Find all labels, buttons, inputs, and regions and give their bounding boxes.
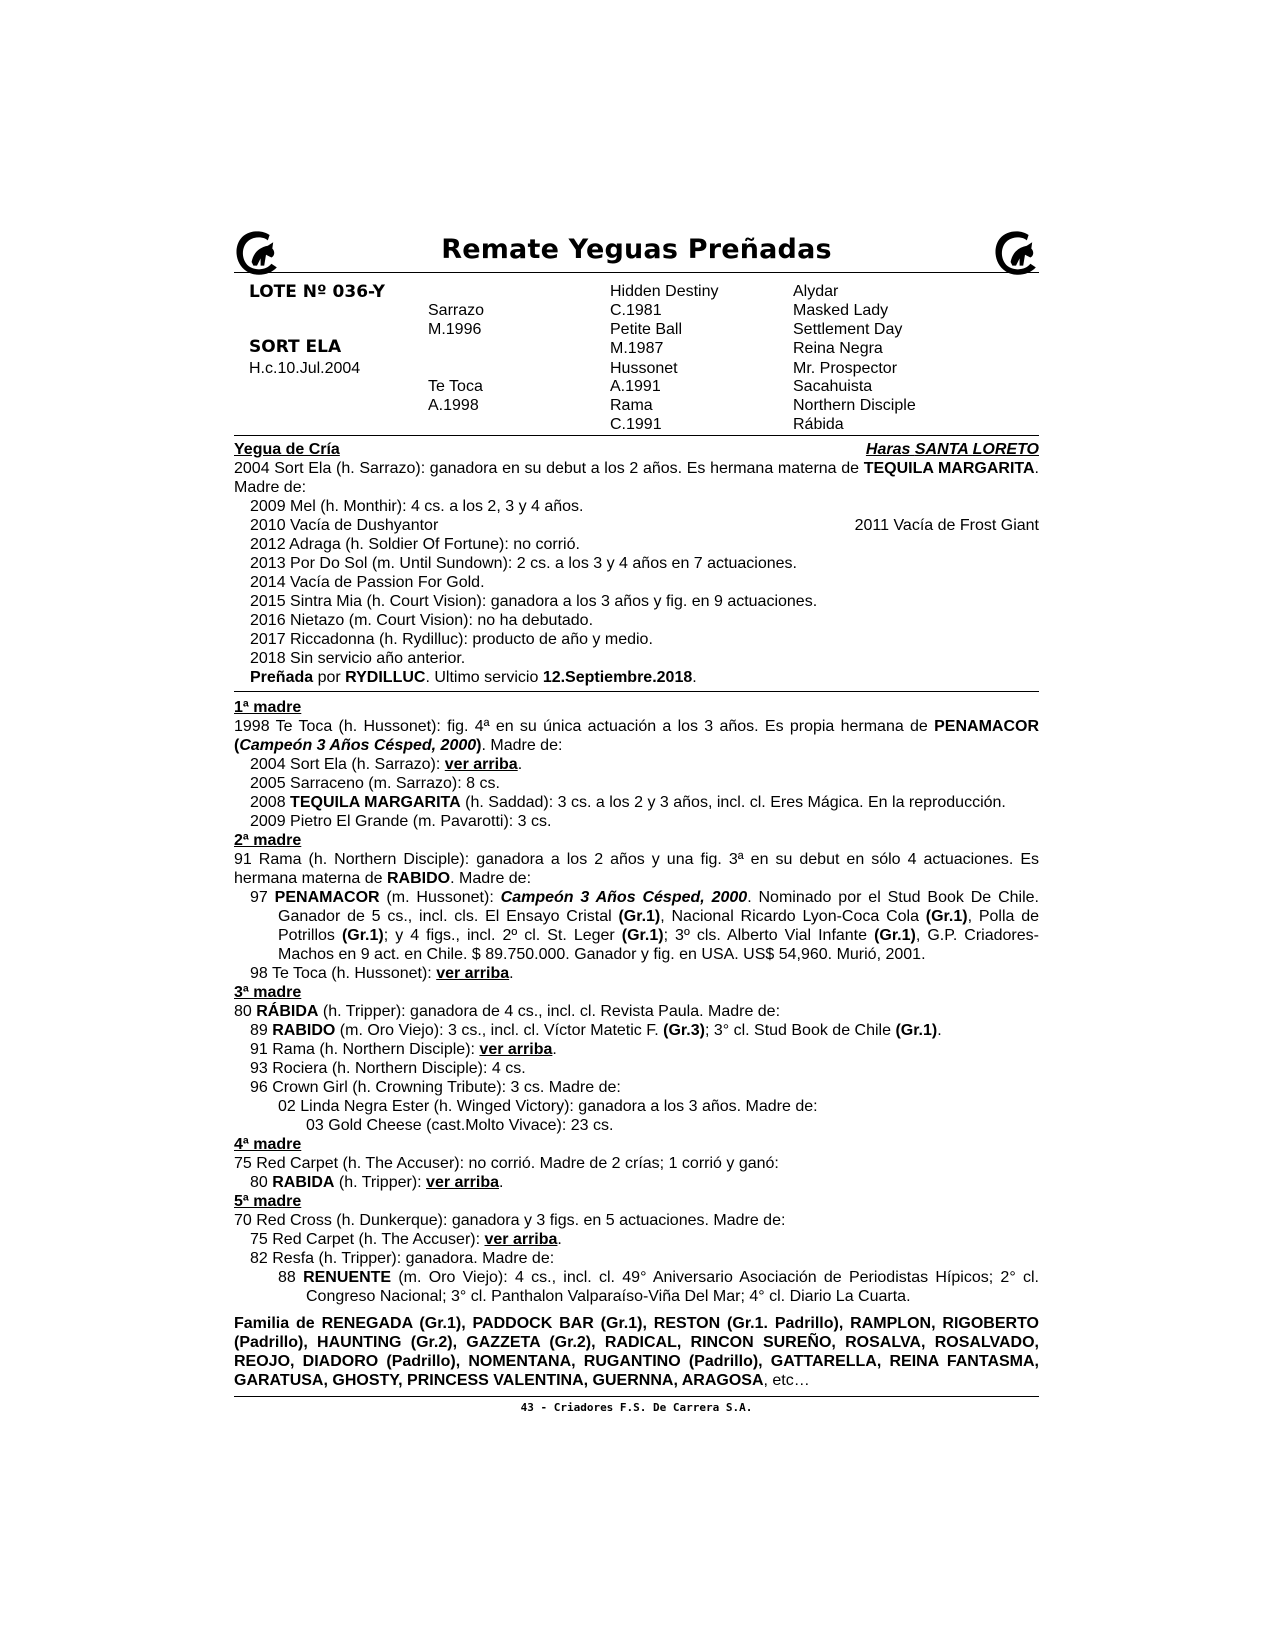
grandparent-year: C.1981 [610,302,662,319]
ver-arriba-link[interactable]: ver arriba [436,965,510,982]
section-heading: 5ª madre [234,1193,302,1210]
list-item: 2018 Sin servicio año anterior. [250,650,466,667]
list-item: 2015 Sintra Mia (h. Court Vision): ganadora a los 3 años y fig. en 9 actuaciones. [250,593,818,610]
haras-label: Haras SANTA LORETO [865,441,1039,458]
divider [234,691,1039,692]
list-item: 2017 Riccadonna (h. Rydilluc): producto de año y medio. [250,631,653,648]
list-item: 2004 Sort Ela (h. Sarrazo): ver arriba. [250,756,523,773]
section-heading: 3ª madre [234,984,302,1001]
list-item: 75 Red Carpet (h. The Accuser): ver arriba. [250,1231,562,1248]
great-grandparent: Masked Lady [793,302,889,319]
list-item: 80 RABIDA (h. Tripper): ver arriba. [250,1174,504,1191]
paragraph: 1998 Te Toca (h. Hussonet): fig. 4ª en su única actuación a los 3 años. Es propia hermana de PENAMACOR (Campeón 3 Años Césped, 2000). Madre de: [234,718,1039,754]
familia-paragraph: Familia de RENEGADA (Gr.1), PADDOCK BAR (Gr.1), RESTON (Gr.1. Padrillo), RAMPLON, RIGOBERTO (Padrillo), HAUNTING (Gr.2), GAZZETA (Gr.2), RADICAL, RINCON SUREÑO, ROSALVA, ROSALVADO, REOJO, DIADORO (Padrillo), NOMENTANA, RUGANTINO (Padrillo), GATTARELLA, REINA FANTASMA, GARATUSA, GHOSTY, PRINCESS VALENTINA, GUERNNA, ARAGOSA, etc… [234,1315,1039,1389]
ver-arriba-link[interactable]: ver arriba [426,1174,499,1191]
grandparent-name: Hussonet [610,360,678,377]
list-item: 88 RENUENTE (m. Oro Viejo): 4 cs., incl. cl. 49° Aniversario Asociación de Periodistas Hípicos; 2° cl. Congreso Nacional; 3° cl. Panthalon Valparaíso-Viña Del Mar; 4° cl. Diario La Cuarta. [278,1269,1039,1305]
grandparent-year: A.1991 [610,378,661,395]
lot-number: LOTE Nº 036-Y [249,282,385,302]
section-heading: Yegua de Cría [234,441,340,458]
ver-arriba-link[interactable]: ver arriba [479,1041,553,1058]
sire-year: M.1996 [428,321,482,338]
great-grandparent: Alydar [793,283,839,300]
page-footer: 43 - Criadores F.S. De Carrera S.A. [234,1396,1039,1414]
list-item: 2005 Sarraceno (m. Sarrazo): 8 cs. [250,775,500,792]
grandparent-name: Hidden Destiny [610,283,719,300]
paragraph: 70 Red Cross (h. Dunkerque): ganadora y 3 figs. en 5 actuaciones. Madre de: [234,1212,786,1229]
list-item: 89 RABIDO (m. Oro Viejo): 3 cs., incl. cl. Víctor Matetic F. (Gr.3); 3° cl. Stud Book de Chile (Gr.1). [250,1022,942,1039]
great-grandparent: Northern Disciple [793,397,916,414]
list-item: 2016 Nietazo (m. Court Vision): no ha debutado. [250,612,594,629]
great-grandparent: Sacahuista [793,378,873,395]
horse-logo-icon [989,226,1043,280]
list-item: 03 Gold Cheese (cast.Molto Vivace): 23 cs. [306,1117,614,1134]
list-item: 2012 Adraga (h. Soldier Of Fortune): no corrió. [250,536,580,553]
catalog-page [234,220,1039,1414]
grandparent-year: M.1987 [610,340,664,357]
madre-1-section [234,698,1039,831]
madre-3-section [234,983,1039,1135]
pregnancy-status: Preñada por RYDILLUC. Ultimo servicio 12.Septiembre.2018. [250,669,697,686]
section-heading: 1ª madre [234,699,302,716]
list-item: 2013 Por Do Sol (m. Until Sundown): 2 cs. a los 3 y 4 años en 7 actuaciones. [250,555,797,572]
list-item: 2010 Vacía de Dushyantor 2011 Vacía de Frost Giant [250,517,1039,534]
page-title: Remate Yeguas Preñadas [441,234,832,265]
horse-birth: H.c.10.Jul.2004 [249,360,361,377]
grandparent-name: Rama [610,397,653,414]
list-item: 2009 Pietro El Grande (m. Pavarotti): 3 cs. [250,813,552,830]
great-grandparent: Reina Negra [793,340,883,357]
list-item: 2014 Vacía de Passion For Gold. [250,574,485,591]
dam-name: Te Toca [428,378,483,395]
cria-intro: 2004 Sort Ela (h. Sarrazo): ganadora en su debut a los 2 años. Es hermana materna de TEQUILA MARGARITA. Madre de: [234,460,1039,496]
great-grandparent: Rábida [793,416,844,433]
madre-5-section [234,1192,1039,1306]
grandparent-year: C.1991 [610,416,662,433]
dam-year: A.1998 [428,397,479,414]
sire-name: Sarrazo [428,302,485,319]
paragraph: 91 Rama (h. Northern Disciple): ganadora a los 2 años y una fig. 3ª en su debut en sólo 4 actuaciones. Es hermana materna de RABIDO. Madre de: [234,851,1039,887]
great-grandparent: Settlement Day [793,321,903,338]
list-item: 98 Te Toca (h. Hussonet): ver arriba. [250,965,514,982]
list-item: 2008 TEQUILA MARGARITA (h. Saddad): 3 cs. a los 2 y 3 años, incl. cl. Eres Mágica. En la reproducción. [250,794,1006,811]
list-item: 91 Rama (h. Northern Disciple): ver arriba. [250,1041,557,1058]
list-item: 93 Rociera (h. Northern Disciple): 4 cs. [250,1060,526,1077]
list-item: 97 PENAMACOR (m. Hussonet): Campeón 3 Años Césped, 2000. Nominado por el Stud Book De Chile. Ganador de 5 cs., incl. cls. El Ensayo Cristal (Gr.1), Nacional Ricardo Lyon-Coca Cola (Gr.1), Polla de Potrillos (Gr.1); y 4 figs., incl. 2º cl. St. Leger (Gr.1); 3º cls. Alberto Vial Infante (Gr.1), G.P. Criadores-Machos en 9 act. en Chile. $ 89.750.000. Ganador y fig. en USA. US$ 54,960. Murió, 2001. [250,889,1039,963]
madre-4-section [234,1135,1039,1192]
section-heading: 2ª madre [234,832,302,849]
great-grandparent: Mr. Prospector [793,360,898,377]
pedigree-table [234,273,1039,436]
section-heading: 4ª madre [234,1136,302,1153]
horse-name: SORT ELA [249,337,342,357]
yegua-de-cria-section [234,440,1039,687]
list-item: 02 Linda Negra Ester (h. Winged Victory): ganadora a los 3 años. Madre de: [278,1098,818,1115]
paragraph: 75 Red Carpet (h. The Accuser): no corrió. Madre de 2 crías; 1 corrió y ganó: [234,1155,779,1172]
ver-arriba-link[interactable]: ver arriba [444,756,518,773]
paragraph: 80 RÁBIDA (h. Tripper): ganadora de 4 cs., incl. cl. Revista Paula. Madre de: [234,1003,781,1020]
list-item: 96 Crown Girl (h. Crowning Tribute): 3 cs. Madre de: [250,1079,621,1096]
list-item: 2009 Mel (h. Monthir): 4 cs. a los 2, 3 y 4 años. [250,498,584,515]
ver-arriba-link[interactable]: ver arriba [484,1231,558,1248]
list-item: 82 Resfa (h. Tripper): ganadora. Madre de: [250,1250,555,1267]
page-header [234,220,1039,273]
grandparent-name: Petite Ball [610,321,683,338]
madre-2-section [234,831,1039,983]
